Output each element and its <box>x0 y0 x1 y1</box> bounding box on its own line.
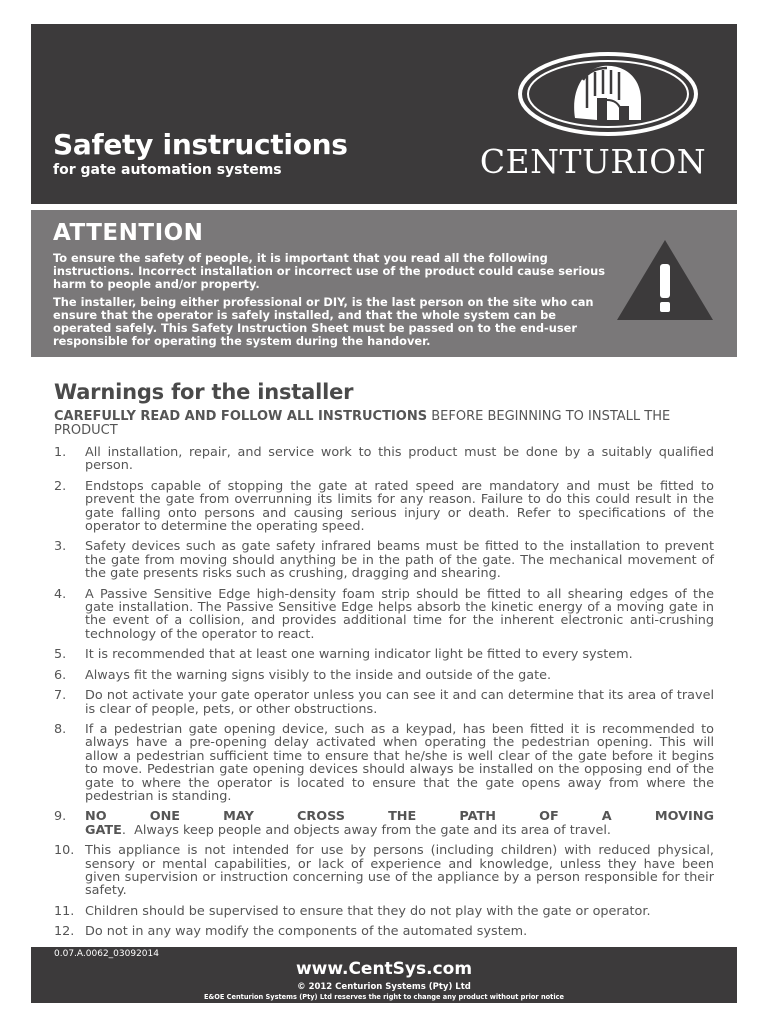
list-item <box>54 905 714 918</box>
warning-triangle-icon <box>615 238 715 322</box>
header-banner <box>31 24 737 204</box>
item-text: Children should be supervised to ensure that they do not play with the gate or operator. <box>85 903 651 919</box>
item-number: 11. <box>54 903 75 919</box>
item-text: This appliance is not intended for use by persons (including children) with reduced physical, sensory or mental capabilities, or lack of experience and knowledge, unless they have been given supervision or instruction concerning use of the appliance by a person responsible for their safety. <box>85 843 714 899</box>
page-title: Safety instructions <box>53 128 348 161</box>
item-number: 2. <box>54 478 67 494</box>
item-text: It is recommended that at least one warning indicator light be fitted to every system. <box>85 647 633 663</box>
list-item <box>54 540 714 580</box>
item-text: Do not activate your gate operator unless you can see it and can determine that its area of travel is clear of people, pets, or other obstructions. <box>85 688 714 717</box>
list-item <box>54 480 714 534</box>
list-item <box>54 669 714 682</box>
item-strong-text: NO ONE MAY CROSS THE PATH OF A MOVING GATE <box>85 809 714 838</box>
attention-paragraph: The installer, being either professional or DIY, is the last person on the site who can ensure that the operator is safely installed, and that the whole system can be operated safely. This Safety Instruction Sheet must be passed on to the end-user responsible for operating the system during the handover. <box>53 295 594 348</box>
website-link[interactable]: www.CentSys.com <box>295 959 473 979</box>
list-item <box>54 446 714 473</box>
item-number: 9. <box>54 809 67 825</box>
item-text: If a pedestrian gate opening device, such as a keypad, has been fitted it is recommended to always have a pre-opening delay activated when operating the pedestrian opening. This will allow a pedestrian sufficient time to ensure that he/she is well clear of the gate before it begins to move. Pedestrian gate opening devices should always be installed on the opposing end of the gate to where the operator is located to ensure that the gate opens away from where the pedestrian is standing. <box>85 721 714 804</box>
item-text: . Always keep people and objects away from the gate and its area of travel. <box>121 822 611 838</box>
item-number: 5. <box>54 647 67 663</box>
item-number: 6. <box>54 667 67 683</box>
item-number: 4. <box>54 586 67 602</box>
item-text: All installation, repair, and service work to this product must be done by a suitably qualified person. <box>85 445 714 474</box>
item-number: 3. <box>54 539 67 555</box>
list-item <box>54 723 714 803</box>
warnings-title: Warnings for the installer <box>54 380 354 404</box>
intro-rest: BEFORE BEGINNING TO INSTALL THE PRODUCT <box>54 409 671 438</box>
copyright-text: © 2012 Centurion Systems (Pty) Ltd <box>297 982 471 992</box>
intro-bold: CAREFULLY READ AND FOLLOW ALL INSTRUCTIONS <box>54 409 428 424</box>
list-item <box>54 648 714 661</box>
list-item <box>54 844 714 898</box>
item-number: 10. <box>54 843 75 859</box>
list-item <box>54 925 714 938</box>
item-number: 8. <box>54 721 67 737</box>
brand-name: CENTURION <box>479 142 707 181</box>
attention-paragraph: To ensure the safety of people, it is important that you read all the following instructions. Incorrect installation or incorrect use of the product could cause serious harm to people and/or property. <box>53 251 605 291</box>
document-reference: 0.07.A.0062_03092014 <box>54 949 159 959</box>
list-item <box>54 810 714 837</box>
item-number: 1. <box>54 445 67 460</box>
warnings-intro <box>54 410 714 438</box>
item-text: Safety devices such as gate safety infrared beams must be fitted to the installation to prevent the gate from moving should anything be in the path of the gate. The mechanical movement of the gate presents risks such as crushing, dragging and shearing. <box>85 539 714 582</box>
item-text: A Passive Sensitive Edge high-density foam strip should be fitted to all shearing edges of the gate installation. The Passive Sensitive Edge helps absorb the kinetic energy of a moving gate in the event of a collision, and provides additional time for the inherent electronic anti-crushing technology of the operator to react. <box>85 586 714 642</box>
item-text: Do not in any way modify the components of the automated system. <box>85 924 528 940</box>
attention-box <box>31 210 737 357</box>
item-text: Always fit the warning signs visibly to the inside and outside of the gate. <box>85 667 552 683</box>
list-item <box>54 689 714 716</box>
attention-heading: ATTENTION <box>53 220 204 246</box>
item-text: Endstops capable of stopping the gate at rated speed are mandatory and must be fitted to prevent the gate from overrunning its limits for any reason. Failure to do this could result in the gate falling onto persons and causing serious injury or death. Refer to specifications of the operator to determine the operating speed. <box>85 478 714 535</box>
item-number: 12. <box>54 924 75 940</box>
list-item <box>54 588 714 642</box>
item-number: 7. <box>54 688 67 704</box>
page-subtitle: for gate automation systems <box>53 162 282 178</box>
warnings-list <box>54 446 714 946</box>
disclaimer-text: E&OE Centurion Systems (Pty) Ltd reserves the right to change any product without prior notice <box>204 993 564 1001</box>
